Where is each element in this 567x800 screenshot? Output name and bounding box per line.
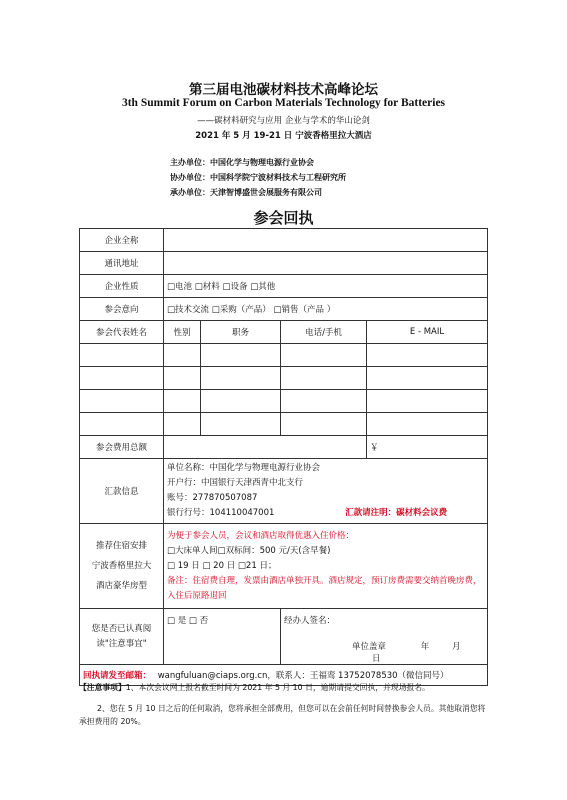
fee-field[interactable]: [164, 436, 367, 459]
phone-header: 电话/手机: [281, 321, 367, 344]
company-name-field[interactable]: [164, 229, 488, 252]
remit-note: 汇款请注明：碳材料会议费: [345, 508, 448, 518]
address-field[interactable]: [164, 252, 488, 275]
conference-title: 第三届电池碳材料技术高峰论坛: [189, 82, 378, 98]
remit-company: 单位名称：中国化学与物理电源行业协会: [167, 463, 321, 473]
notice-item-1: 1、本次会议网上报名截至时间为 2021 年 5 月 10 日，逾期请提交回执，并现场报名。: [125, 683, 430, 692]
stay-date-options[interactable]: □ 19 日 □ 20 日 □21 日；: [167, 560, 277, 571]
attendee-row[interactable]: [80, 413, 488, 436]
fee-currency[interactable]: ￥: [367, 436, 488, 459]
organizer-co: 协办单位：中国科学院宁波材料技术与工程研究所: [170, 173, 346, 182]
hotel-label: [80, 524, 164, 609]
hotel-info: [164, 524, 488, 609]
gender-header: 性别: [164, 321, 201, 344]
organizer-host: 主办单位：中国化学与物理电源行业协会: [170, 158, 314, 167]
fee-label: 参会费用总额: [80, 436, 164, 459]
conference-subtitle: ——碳材料研究与应用 企业与学术的华山论剑: [197, 116, 370, 126]
conference-title-english: 3th Summit Forum on Carbon Materials Technology for Batteries: [121, 97, 446, 109]
day-label: 日: [372, 654, 381, 664]
attendee-row[interactable]: [80, 367, 488, 390]
read-notice-label-line: 读"注意事宜": [96, 638, 147, 649]
hotel-offer-text: 为便于参会人员，会议和酒店取得优惠入住价格：: [167, 530, 355, 541]
company-type-options[interactable]: □电池 □材料 □设备 □其他: [164, 275, 488, 298]
intent-options[interactable]: □技术交流 □采购（产品） □销售（产品 ）: [164, 298, 488, 321]
hotel-remark: 备注：住宿费自理，发票由酒店单独开具。酒店规定，预订房费需要交纳首晚房费，入住后原路退回: [167, 575, 482, 601]
hotel-label-line: 推荐住宿安排: [95, 541, 147, 551]
read-notice-label-line: 您是否已认真阅: [91, 623, 152, 634]
remit-bank-code-line: [167, 506, 484, 521]
read-notice-label: [80, 609, 164, 665]
email-label: 回执请发至邮箱：: [83, 671, 152, 681]
notice-line-1: [79, 682, 489, 693]
email-contact[interactable]: wangfuluan@ciaps.org.cn，联系人：王福鸾 13752078530（微信同号）: [157, 671, 449, 681]
company-name-label: 企业全称: [80, 229, 164, 252]
email-header: E - MAIL: [367, 321, 488, 344]
organizer-undertaker: 承办单位：天津智博盛世会展服务有限公司: [170, 188, 322, 197]
conference-date-venue: 2021 年 5 月 19-21 日 宁波香格里拉大酒店: [195, 131, 372, 141]
remit-bank-code: 银行行号：104110047001: [167, 508, 275, 518]
room-type-options[interactable]: □大床单人间□双标间：500 元/天(含早餐): [167, 545, 331, 556]
seal-label: 单位盖章: [352, 642, 387, 652]
notice-heading: 【注意事项】: [79, 683, 126, 692]
intent-label: 参会意向: [80, 298, 164, 321]
hotel-label-line: 酒店豪华房型: [95, 581, 147, 591]
form-title: 参会回执: [253, 209, 314, 227]
handler-signature-label: 经办人签名：: [284, 616, 336, 626]
attendee-name-header: 参会代表姓名: [80, 321, 164, 344]
seal-date-line: [284, 640, 484, 664]
attendee-row[interactable]: [80, 390, 488, 413]
notice-item-2: 2、您在 5 月 10 日之后的任何取消，您将承担全部费用，但您可以在会前任何时间替换参会人员。其他取消您将承担费用的 20%。: [79, 704, 486, 726]
month-label: 月: [451, 642, 461, 652]
registration-form: [79, 228, 488, 686]
remit-label: 汇款信息: [80, 459, 164, 524]
attendee-row[interactable]: [80, 344, 488, 367]
remit-account: 账号：277870507087: [167, 493, 258, 503]
company-type-label: 企业性质: [80, 275, 164, 298]
address-label: 通讯地址: [80, 252, 164, 275]
position-header: 职务: [201, 321, 281, 344]
signature-cell[interactable]: [281, 609, 488, 665]
year-label: 年: [420, 642, 430, 652]
hotel-label-line: 宁波香格里拉大: [91, 561, 152, 571]
read-notice-options[interactable]: □ 是 □ 否: [164, 609, 281, 665]
remit-info: [164, 459, 488, 524]
remit-bank: 开户行：中国银行天津西青中北支行: [167, 478, 304, 488]
